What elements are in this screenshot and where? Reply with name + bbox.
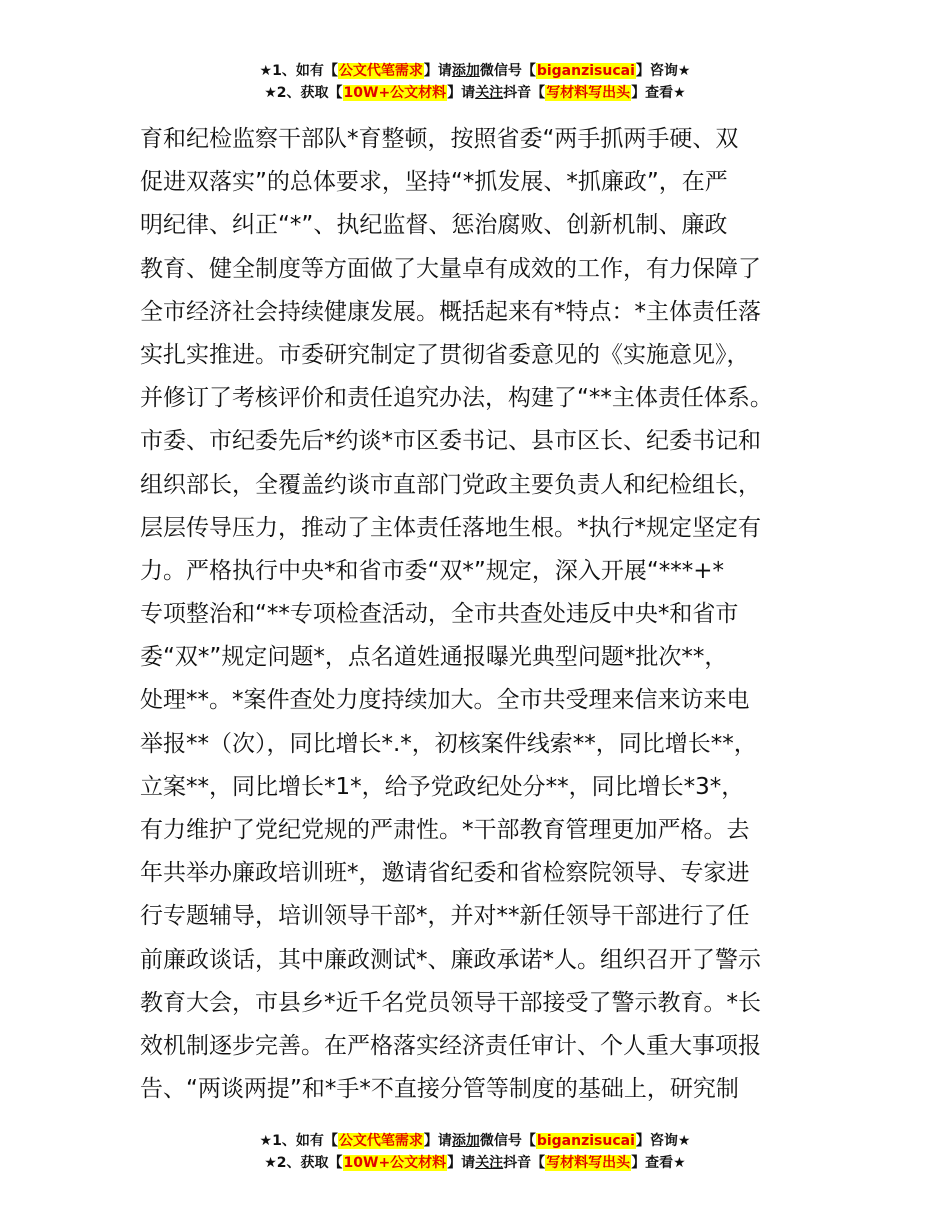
banner-text: ★2、获取【 bbox=[264, 85, 343, 101]
header-banner bbox=[0, 60, 950, 104]
body-line: 实扎实推进。市委研究制定了贯彻省委意见的《实施意见》， bbox=[140, 341, 750, 368]
banner-text: 】查看★ bbox=[631, 85, 686, 101]
body-line: 告、“两谈两提”和*手*不直接分管等制度的基础上，研究制 bbox=[140, 1076, 739, 1103]
highlight-wechat-id: biganzisucai bbox=[536, 63, 635, 79]
body-line: 举报**（次），同比增长*.*，初核案件线索**，同比增长**， bbox=[140, 730, 757, 757]
banner-text: 】咨询★ bbox=[635, 63, 691, 79]
highlight-service: 公文代笔需求 bbox=[338, 1133, 423, 1149]
banner-line-1 bbox=[0, 1130, 950, 1152]
body-line: 委“双*”规定问题*，点名道姓通报曝光典型问题*批次**， bbox=[140, 644, 728, 671]
body-line: 教育大会，市县乡*近千名党员领导干部接受了警示教育。*长 bbox=[140, 989, 761, 1016]
body-line: 层层传导压力，推动了主体责任落地生根。*执行*规定坚定有 bbox=[140, 514, 761, 541]
banner-text: 抖音【 bbox=[503, 1155, 546, 1171]
body-line: 专项整治和“**专项检查活动，全市共查处违反中央*和省市 bbox=[140, 601, 739, 628]
body-line: 促进双落实”的总体要求，坚持“*抓发展、*抓廉政”，在严 bbox=[140, 169, 728, 196]
highlight-service: 公文代笔需求 bbox=[338, 63, 423, 79]
banner-text: 】请 bbox=[447, 85, 476, 101]
banner-emphasis: 关注 bbox=[475, 85, 504, 101]
body-line: 组织部长，全覆盖约谈市直部门党政主要负责人和纪检组长， bbox=[140, 471, 761, 498]
highlight-wechat-id: biganzisucai bbox=[536, 1133, 635, 1149]
highlight-douyin-account: 写材料写出头 bbox=[546, 1155, 631, 1171]
banner-line-2 bbox=[0, 1152, 950, 1174]
banner-text: ★2、获取【 bbox=[264, 1155, 343, 1171]
body-line: 处理**。*案件查处力度持续加大。全市共受理来信来访来电 bbox=[140, 687, 750, 714]
banner-text: 】请 bbox=[447, 1155, 476, 1171]
banner-emphasis: 关注 bbox=[475, 1155, 504, 1171]
body-line: 效机制逐步完善。在严格落实经济责任审计、个人重大事项报 bbox=[140, 1032, 761, 1059]
body-line: 并修订了考核评价和责任追究办法，构建了“**主体责任体系。 bbox=[140, 385, 773, 412]
body-line: 立案**，同比增长*1*，给予党政纪处分**，同比增长*3*， bbox=[140, 773, 745, 800]
body-line: 行专题辅导，培训领导干部*，并对**新任领导干部进行了任 bbox=[140, 903, 750, 930]
body-line: 力。严格执行中央*和省市委“双*”规定，深入开展“***+* bbox=[140, 557, 725, 584]
body-line: 前廉政谈话，其中廉政测试*、廉政承诺*人。组织召开了警示 bbox=[140, 946, 761, 973]
banner-text: ★1、如有【 bbox=[259, 1133, 338, 1149]
banner-emphasis: 添加 bbox=[451, 63, 480, 79]
banner-text: 】查看★ bbox=[631, 1155, 686, 1171]
body-line: 市委、市纪委先后*约谈*市区委书记、县市区长、纪委书记和 bbox=[140, 428, 761, 455]
highlight-materials: 10W+公文材料 bbox=[343, 1155, 447, 1171]
body-line: 年共举办廉政培训班*，邀请省纪委和省检察院领导、专家进 bbox=[140, 860, 750, 887]
document-body bbox=[140, 118, 830, 1111]
body-line: 育和纪检监察干部队*育整顿，按照省委“两手抓两手硬、双 bbox=[140, 126, 739, 152]
body-line: 教育、健全制度等方面做了大量卓有成效的工作，有力保障了 bbox=[140, 255, 761, 282]
banner-emphasis: 添加 bbox=[451, 1133, 480, 1149]
body-line: 有力维护了党纪党规的严肃性。*干部教育管理更加严格。去 bbox=[140, 817, 750, 843]
banner-line-1 bbox=[0, 60, 950, 82]
banner-text: 】咨询★ bbox=[635, 1133, 691, 1149]
highlight-materials: 10W+公文材料 bbox=[343, 85, 447, 101]
body-line: 全市经济社会持续健康发展。概括起来有*特点：*主体责任落 bbox=[140, 298, 761, 325]
banner-text: ★1、如有【 bbox=[259, 63, 338, 79]
highlight-douyin-account: 写材料写出头 bbox=[546, 85, 631, 101]
banner-text: 微信号【 bbox=[479, 1133, 536, 1149]
banner-line-2 bbox=[0, 82, 950, 104]
banner-text: 微信号【 bbox=[479, 63, 536, 79]
banner-text: 】请 bbox=[423, 1133, 452, 1149]
banner-text: 抖音【 bbox=[503, 85, 546, 101]
body-line: 明纪律、纠正“*”、执纪监督、惩治腐败、创新机制、廉政 bbox=[140, 212, 728, 239]
footer-banner bbox=[0, 1130, 950, 1174]
banner-text: 】请 bbox=[423, 63, 452, 79]
